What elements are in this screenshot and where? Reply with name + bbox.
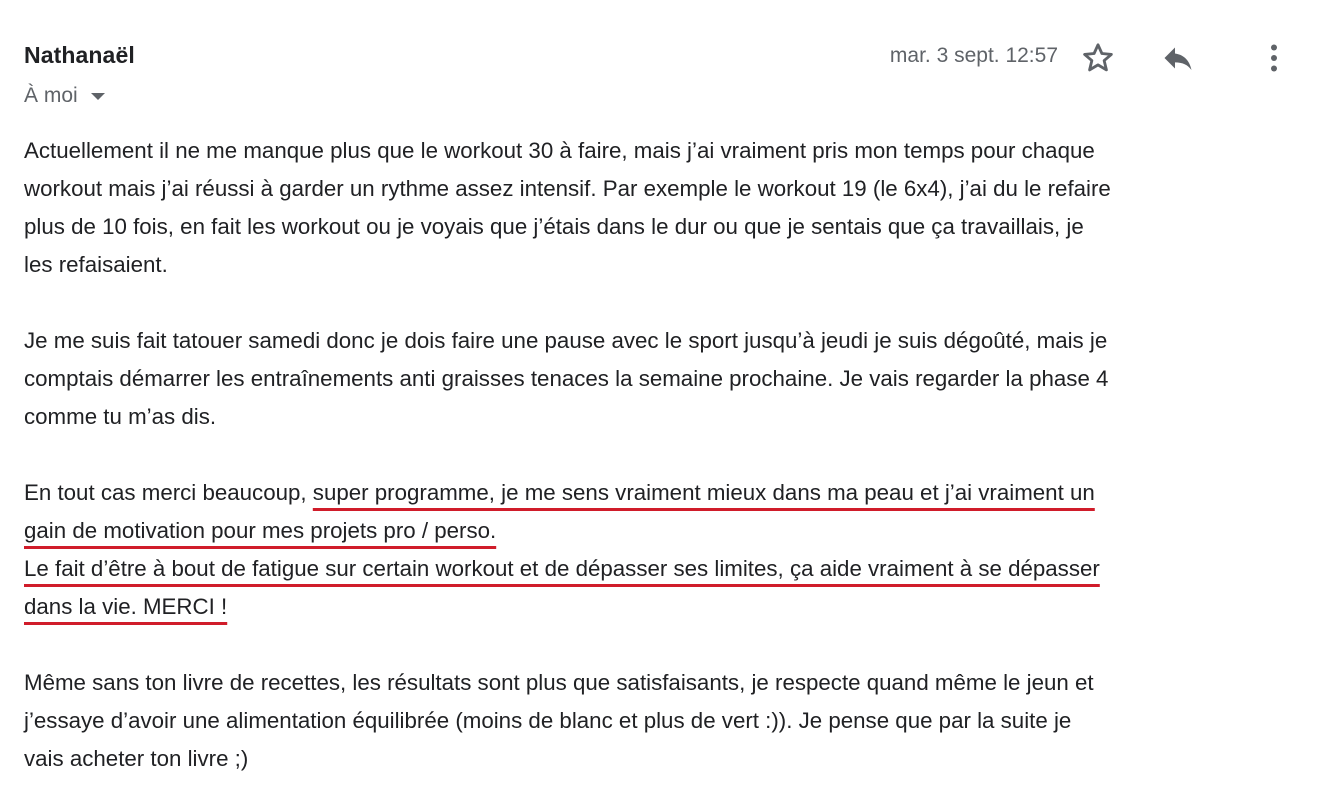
body-line: vais acheter ton livre ;) [24, 746, 249, 771]
email-body [24, 132, 1304, 778]
highlighted-text: super programme, je me sens vraiment mieux dans ma peau et j’ai vraiment un [312, 480, 1095, 505]
star-outline-icon [1080, 40, 1116, 76]
caret-down-icon[interactable] [91, 93, 105, 100]
body-line: Même sans ton livre de recettes, les résultats sont plus que satisfaisants, je respecte quand même le jeun et [24, 670, 1094, 695]
body-line [24, 512, 1304, 550]
body-line: plus de 10 fois, en fait les workout ou je voyais que j’étais dans le dur ou que je sentais que ça travaillais, je [24, 214, 1084, 239]
body-line: workout mais j’ai réussi à garder un rythme assez intensif. Par exemple le workout 19 (le 6x4), j’ai du le refaire [24, 176, 1111, 201]
body-line: j’essaye d’avoir une alimentation équilibrée (moins de blanc et plus de vert :)). Je pense que par la suite je [24, 708, 1072, 733]
star-button[interactable] [1078, 38, 1118, 78]
body-line: comptais démarrer les entraînements anti graisses tenaces la semaine prochaine. Je vais regarder la phase 4 [24, 366, 1109, 391]
body-line [24, 550, 1304, 588]
highlighted-text: Le fait d’être à bout de fatigue sur certain workout et de dépasser ses limites, ça aide vraiment à se dépasser [24, 556, 1100, 581]
paragraph-1 [24, 132, 1304, 284]
body-line: Actuellement il ne me manque plus que le workout 30 à faire, mais j’ai vraiment pris mon temps pour chaque [24, 138, 1095, 163]
recipient-dropdown[interactable] [24, 84, 105, 108]
reply-arrow-icon [1160, 40, 1196, 76]
recipient-label: À moi [24, 84, 78, 107]
body-line: comme tu m’as dis. [24, 404, 217, 429]
body-line: Je me suis fait tatouer samedi donc je dois faire une pause avec le sport jusqu’à jeudi je suis dégoûté, mais je [24, 328, 1108, 353]
highlighted-text: gain de motivation pour mes projets pro / perso. [24, 518, 497, 543]
reply-button[interactable] [1158, 38, 1198, 78]
body-line [24, 474, 1304, 512]
email-header [24, 38, 1298, 118]
paragraph-2 [24, 322, 1304, 436]
email-date: mar. 3 sept. 12:57 [889, 44, 1058, 67]
body-line: les refaisaient. [24, 252, 168, 277]
body-text: En tout cas merci beaucoup, [24, 480, 313, 505]
paragraph-4 [24, 664, 1304, 778]
more-vertical-icon [1256, 40, 1292, 76]
highlighted-text: dans la vie. MERCI ! [24, 594, 228, 619]
more-options-button[interactable] [1254, 38, 1294, 78]
body-line [24, 588, 1304, 626]
paragraph-3 [24, 474, 1304, 626]
sender-name[interactable]: Nathanaël [24, 42, 135, 68]
